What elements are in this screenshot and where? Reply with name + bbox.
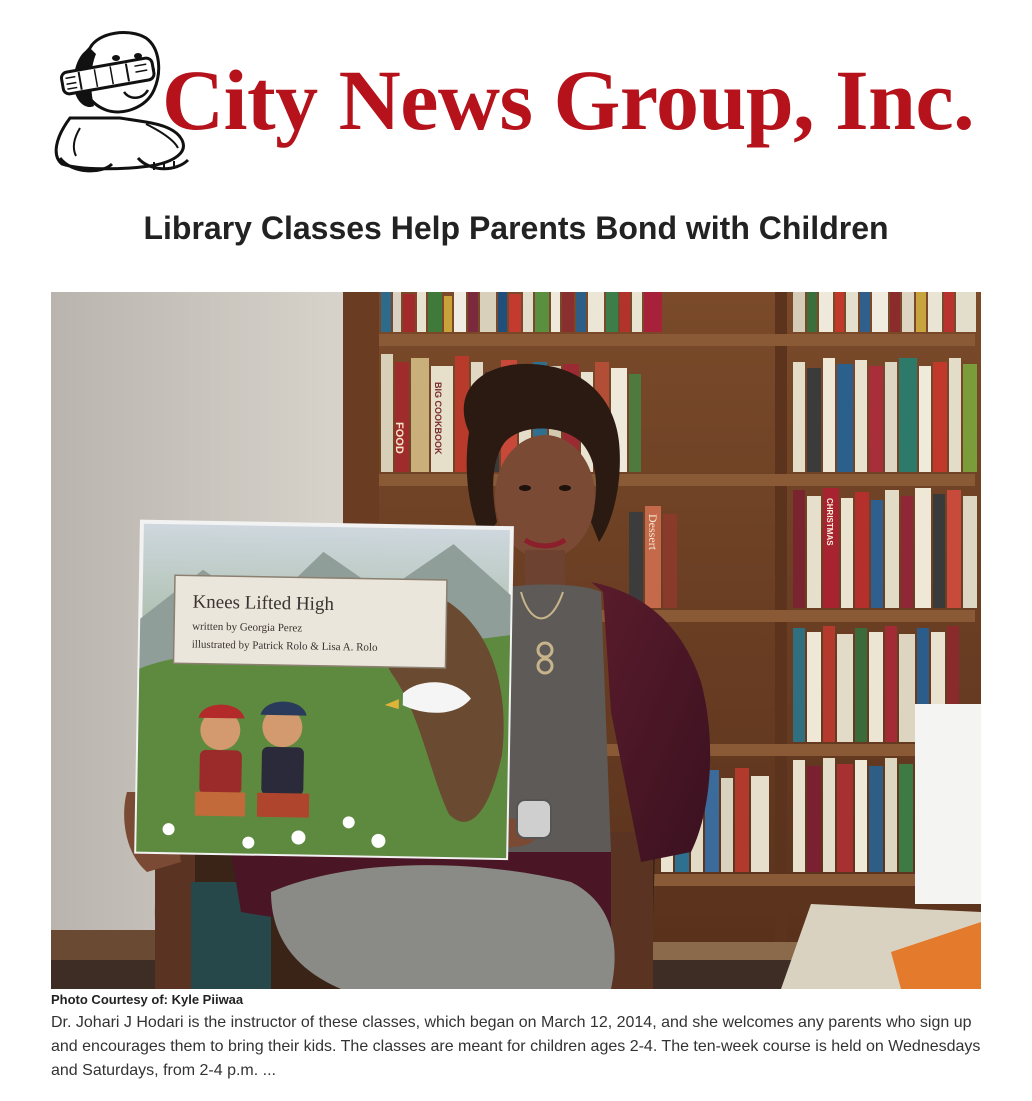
book-title: Knees Lifted High: [192, 591, 335, 616]
spine-christmas-label: CHRISTMAS: [825, 498, 834, 546]
brand-name[interactable]: City News Group, Inc.: [162, 52, 975, 148]
article-photo: [51, 292, 981, 989]
article-headline: Library Classes Help Parents Bond with Children: [143, 210, 889, 246]
masthead: [50, 28, 980, 176]
spine-food-label: FOOD: [393, 422, 405, 454]
book-illustrator-line: illustrated by Patrick Rolo & Lisa A. Rolo: [191, 638, 378, 654]
spine-dessert-label: Dessert: [646, 514, 660, 550]
photo-credit: Photo Courtesy of: Kyle Piiwaa: [51, 992, 244, 1007]
book-author-line: written by Georgia Perez: [192, 620, 303, 635]
woman-holding-picture-book-photo: [51, 292, 981, 989]
spine-cookbook-label: BIG COOKBOOK: [433, 382, 443, 455]
article-body: Dr. Johari J Hodari is the instructor of these classes, which began on March 12, 2014, and she welcomes any parents who sign up and encourages them to bring their kids. The classes are meant for children ages 2-4. The ten-week course is held on Wednesdays and Saturdays, from 2-4 p.m. ...: [51, 1014, 981, 1079]
